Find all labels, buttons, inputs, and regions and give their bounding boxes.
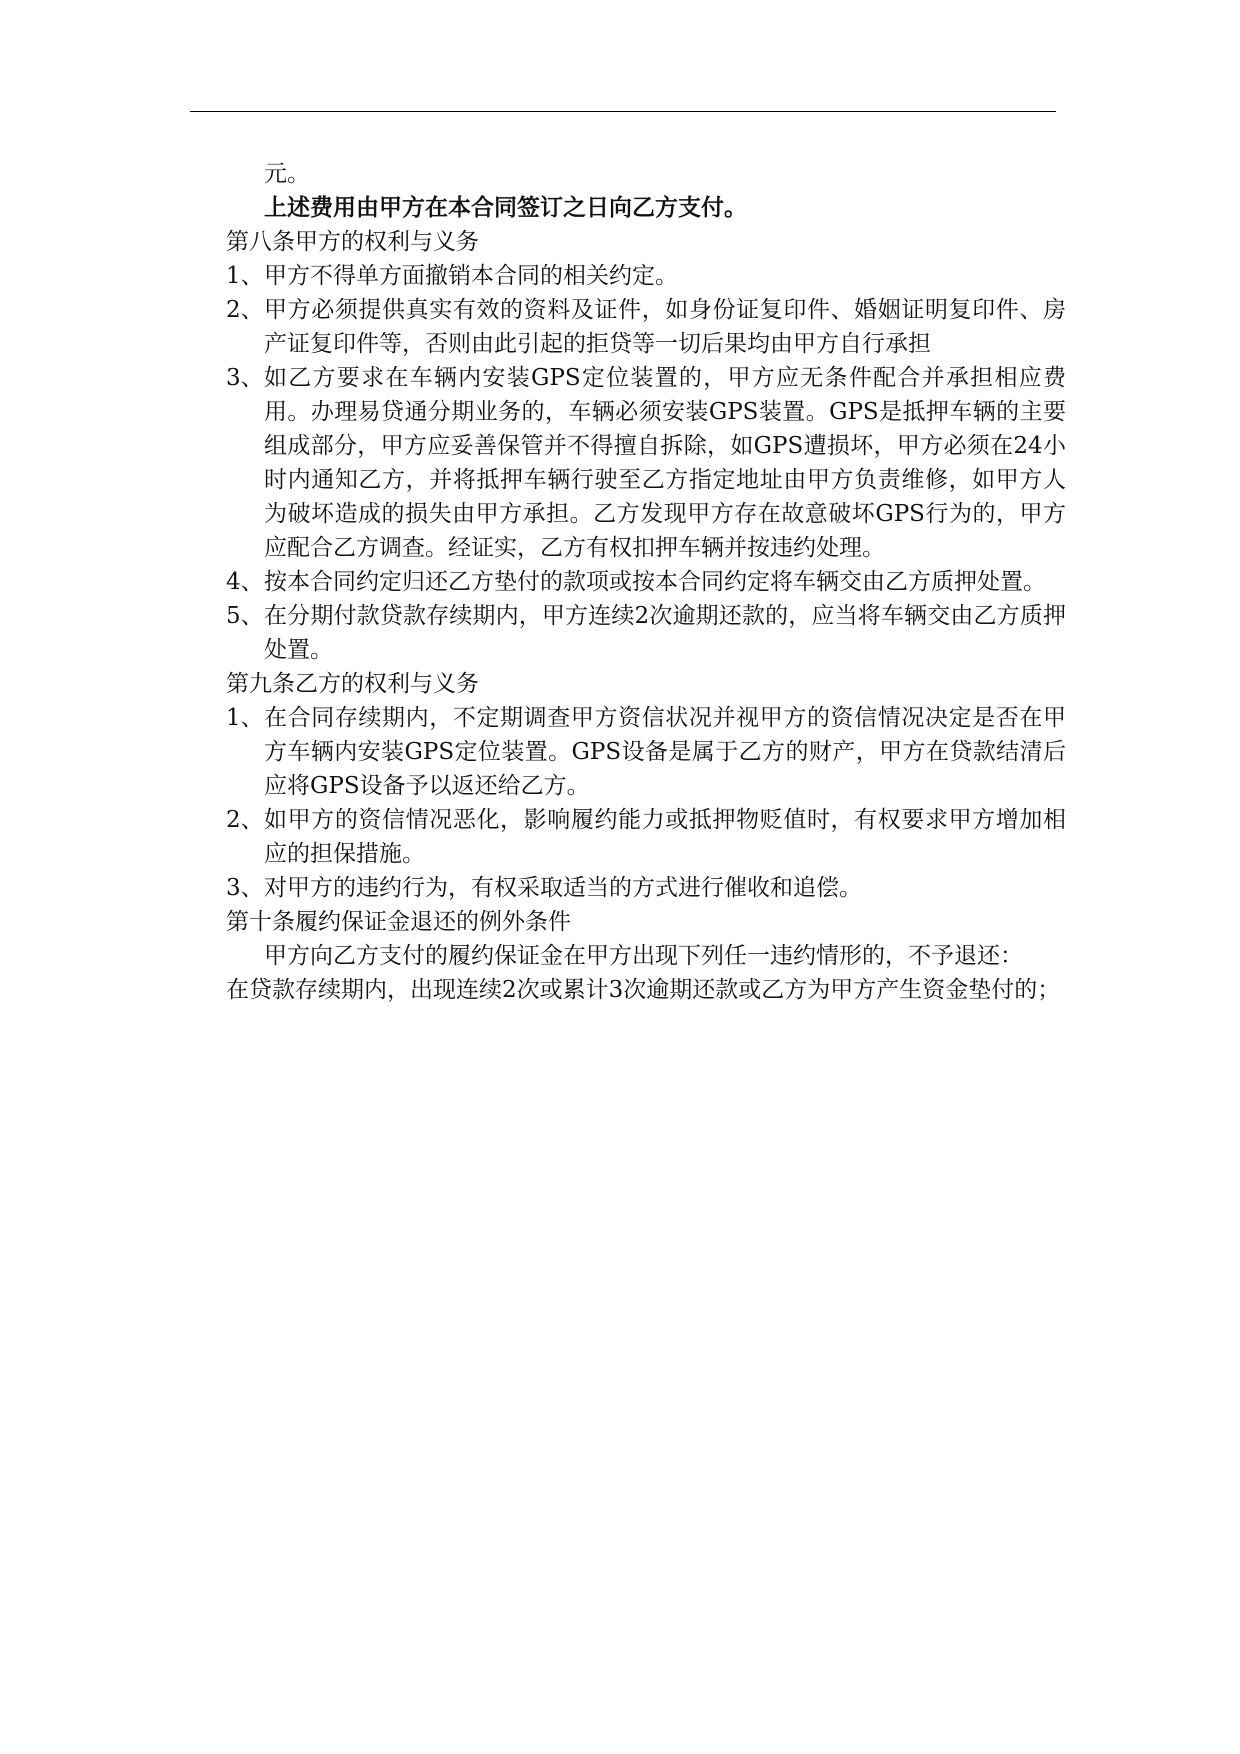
article-10-paragraph-2: 在贷款存续期内，出现连续2次或累计3次逾期还款或乙方为甲方产生资金垫付的； [226,977,1061,1003]
item-number: 1、 [226,263,264,289]
article-8-title: 第八条甲方的权利与义务 [226,229,479,255]
item-number: 2、 [226,807,264,833]
item-text: 如乙方要求在车辆内安装GPS定位装置的，甲方应无条件配合并承担相应费用。办理易贷通分期业务的，车辆必须安装GPS装置。GPS是抵押车辆的主要组成部分，甲方应妥善保管并不得擅自拆除，如GPS遭损坏，甲方必须在24小时内通知乙方，并将抵押车辆行驶至乙方指定地址由甲方负责维修，如甲方人为破坏造成的损失由甲方承担。乙方发现甲方存在故意破坏GPS行为的，甲方应配合乙方调查。经证实，乙方有权扣押车辆并按违约处理。 [264,365,1066,561]
item-number: 4、 [226,569,264,595]
article-9-item-3 [226,871,1066,905]
article-8-item-1 [226,259,1066,293]
item-text: 对甲方的违约行为，有权采取适当的方式进行催收和追偿。 [264,875,862,901]
article-10-title: 第十条履约保证金退还的例外条件 [226,909,571,935]
article-8-item-4 [226,565,1066,599]
article-8-item-3 [226,361,1066,565]
item-number: 2、 [226,297,264,323]
article-9-title: 第九条乙方的权利与义务 [226,671,479,697]
header-rule [190,111,1056,112]
item-text: 甲方不得单方面撤销本合同的相关约定。 [264,263,678,289]
item-text: 在分期付款贷款存续期内，甲方连续2次逾期还款的，应当将车辆交由乙方质押处置。 [264,603,1066,663]
item-text: 甲方必须提供真实有效的资料及证件，如身份证复印件、婚姻证明复印件、房产证复印件等，否则由此引起的拒贷等一切后果均由甲方自行承担 [264,297,1066,357]
item-text: 按本合同约定归还乙方垫付的款项或按本合同约定将车辆交由乙方质押处置。 [264,569,1046,595]
article-8-item-2 [226,293,1066,361]
article-8-item-5 [226,599,1066,667]
item-number: 1、 [226,705,264,731]
article-9-item-2 [226,803,1066,871]
payment-statement: 上述费用由甲方在本合同签订之日向乙方支付。 [264,194,747,221]
item-number: 3、 [226,875,264,901]
item-text: 如甲方的资信情况恶化，影响履约能力或抵押物贬值时，有权要求甲方增加相应的担保措施。 [264,807,1066,867]
document-body [226,157,1066,1007]
intro-line-1: 元。 [264,161,310,187]
article-9-item-1 [226,701,1066,803]
item-number: 5、 [226,603,264,629]
item-text: 在合同存续期内，不定期调查甲方资信状况并视甲方的资信情况决定是否在甲方车辆内安装GPS定位装置。GPS设备是属于乙方的财产，甲方在贷款结清后应将GPS设备予以返还给乙方。 [264,705,1066,799]
article-10-paragraph-1: 甲方向乙方支付的履约保证金在甲方出现下列任一违约情形的，不予退还： [264,943,1023,969]
item-number: 3、 [226,365,264,391]
